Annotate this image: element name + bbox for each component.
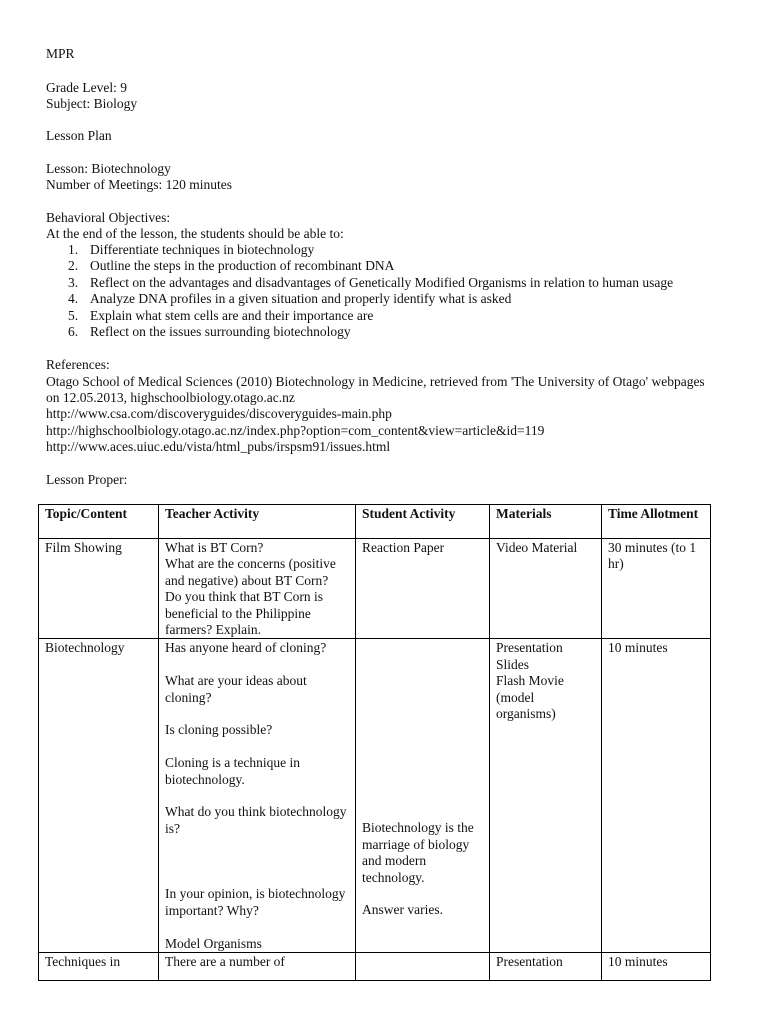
table-row xyxy=(39,953,711,981)
objectives-heading: Behavioral Objectives: xyxy=(46,210,171,225)
column-header-materials: Materials xyxy=(490,505,602,539)
material-item: Presentation Slides xyxy=(496,640,563,672)
teacher-question: What is BT Corn? xyxy=(165,540,264,555)
reference-citation: Otago School of Medical Sciences (2010) Biotechnology in Medicine, retrieved from 'The University of Otago' webpages xyxy=(46,374,705,389)
cell-materials xyxy=(490,639,602,953)
list-item: 4. Analyze DNA profiles in a given situation and properly identify what is asked xyxy=(68,291,512,307)
cell-teacher xyxy=(159,539,356,639)
teacher-question: Is cloning possible? xyxy=(165,722,273,738)
list-item: 1. Differentiate techniques in biotechnology xyxy=(68,242,315,257)
grade-level: Grade Level: 9 xyxy=(46,80,127,95)
cell-time: 10 minutes xyxy=(602,639,711,953)
teacher-question: In your opinion, is biotechnology important? Why? xyxy=(165,886,346,918)
org-label: MPR xyxy=(46,46,75,61)
lesson-proper-heading: Lesson Proper: xyxy=(46,472,128,487)
cell-student: Reaction Paper xyxy=(356,539,490,639)
teacher-question: What are the concerns (positive and negative) about BT Corn? xyxy=(165,556,336,588)
column-header-time: Time Allotment xyxy=(602,505,711,539)
teacher-question: What do you think biotechnology is? xyxy=(165,804,347,836)
student-answer: Biotechnology is the marriage of biology and modern technology. xyxy=(362,820,474,885)
list-item: 2. Outline the steps in the production of recombinant DNA xyxy=(68,258,395,274)
student-answer: Answer varies. xyxy=(362,902,443,918)
teacher-question: Has anyone heard of cloning? xyxy=(165,640,327,656)
objectives-intro: At the end of the lesson, the students should be able to: xyxy=(46,226,344,241)
cell-topic: Film Showing xyxy=(39,539,159,639)
cell-student xyxy=(356,953,490,981)
cell-topic: Biotechnology xyxy=(39,639,159,953)
material-item: Flash Movie (model organisms) xyxy=(496,673,564,722)
reference-link[interactable]: http://highschoolbiology.otago.ac.nz/index.php?option=com_content&view=article&id=119 xyxy=(46,423,545,438)
cell-materials: Video Material xyxy=(490,539,602,639)
column-header-topic: Topic/Content xyxy=(39,505,159,539)
lesson-plan-table xyxy=(38,504,711,981)
reference-link[interactable]: http://www.aces.uiuc.edu/vista/html_pubs/irspsm91/issues.html xyxy=(46,439,391,454)
table-row xyxy=(39,539,711,639)
teacher-question: Do you think that BT Corn is beneficial to the Philippine farmers? Explain. xyxy=(165,589,324,638)
cell-materials: Presentation xyxy=(490,953,602,981)
list-item: 3. Reflect on the advantages and disadvantages of Genetically Modified Organisms in relation to human usage xyxy=(68,274,674,290)
cell-teacher xyxy=(159,639,356,953)
teacher-statement: Cloning is a technique in biotechnology. xyxy=(165,755,300,787)
subject: Subject: Biology xyxy=(46,96,138,111)
reference-link[interactable]: http://www.csa.com/discoveryguides/discoveryguides-main.php xyxy=(46,406,392,421)
teacher-question: What are your ideas about cloning? xyxy=(165,673,307,705)
cell-time: 10 minutes xyxy=(602,953,711,981)
references-heading: References: xyxy=(46,357,110,372)
list-item: 5. Explain what stem cells are and their importance are xyxy=(68,307,374,323)
list-item: 6. Reflect on the issues surrounding biotechnology xyxy=(68,323,351,339)
column-header-student: Student Activity xyxy=(356,505,490,539)
cell-time: 30 minutes (to 1 hr) xyxy=(602,539,711,639)
teacher-topic: Model Organisms xyxy=(165,935,262,951)
table-row xyxy=(39,639,711,953)
table-header-row xyxy=(39,505,711,539)
cell-teacher: There are a number of xyxy=(159,953,356,981)
lesson-title: Lesson: Biotechnology xyxy=(46,161,171,176)
doc-type: Lesson Plan xyxy=(46,128,112,143)
objectives-list xyxy=(68,242,673,340)
reference-citation-cont: on 12.05.2013, highschoolbiology.otago.ac.nz xyxy=(46,390,295,405)
meetings: Number of Meetings: 120 minutes xyxy=(46,177,232,192)
column-header-teacher: Teacher Activity xyxy=(159,505,356,539)
cell-topic: Techniques in xyxy=(39,953,159,981)
cell-student xyxy=(356,639,490,953)
